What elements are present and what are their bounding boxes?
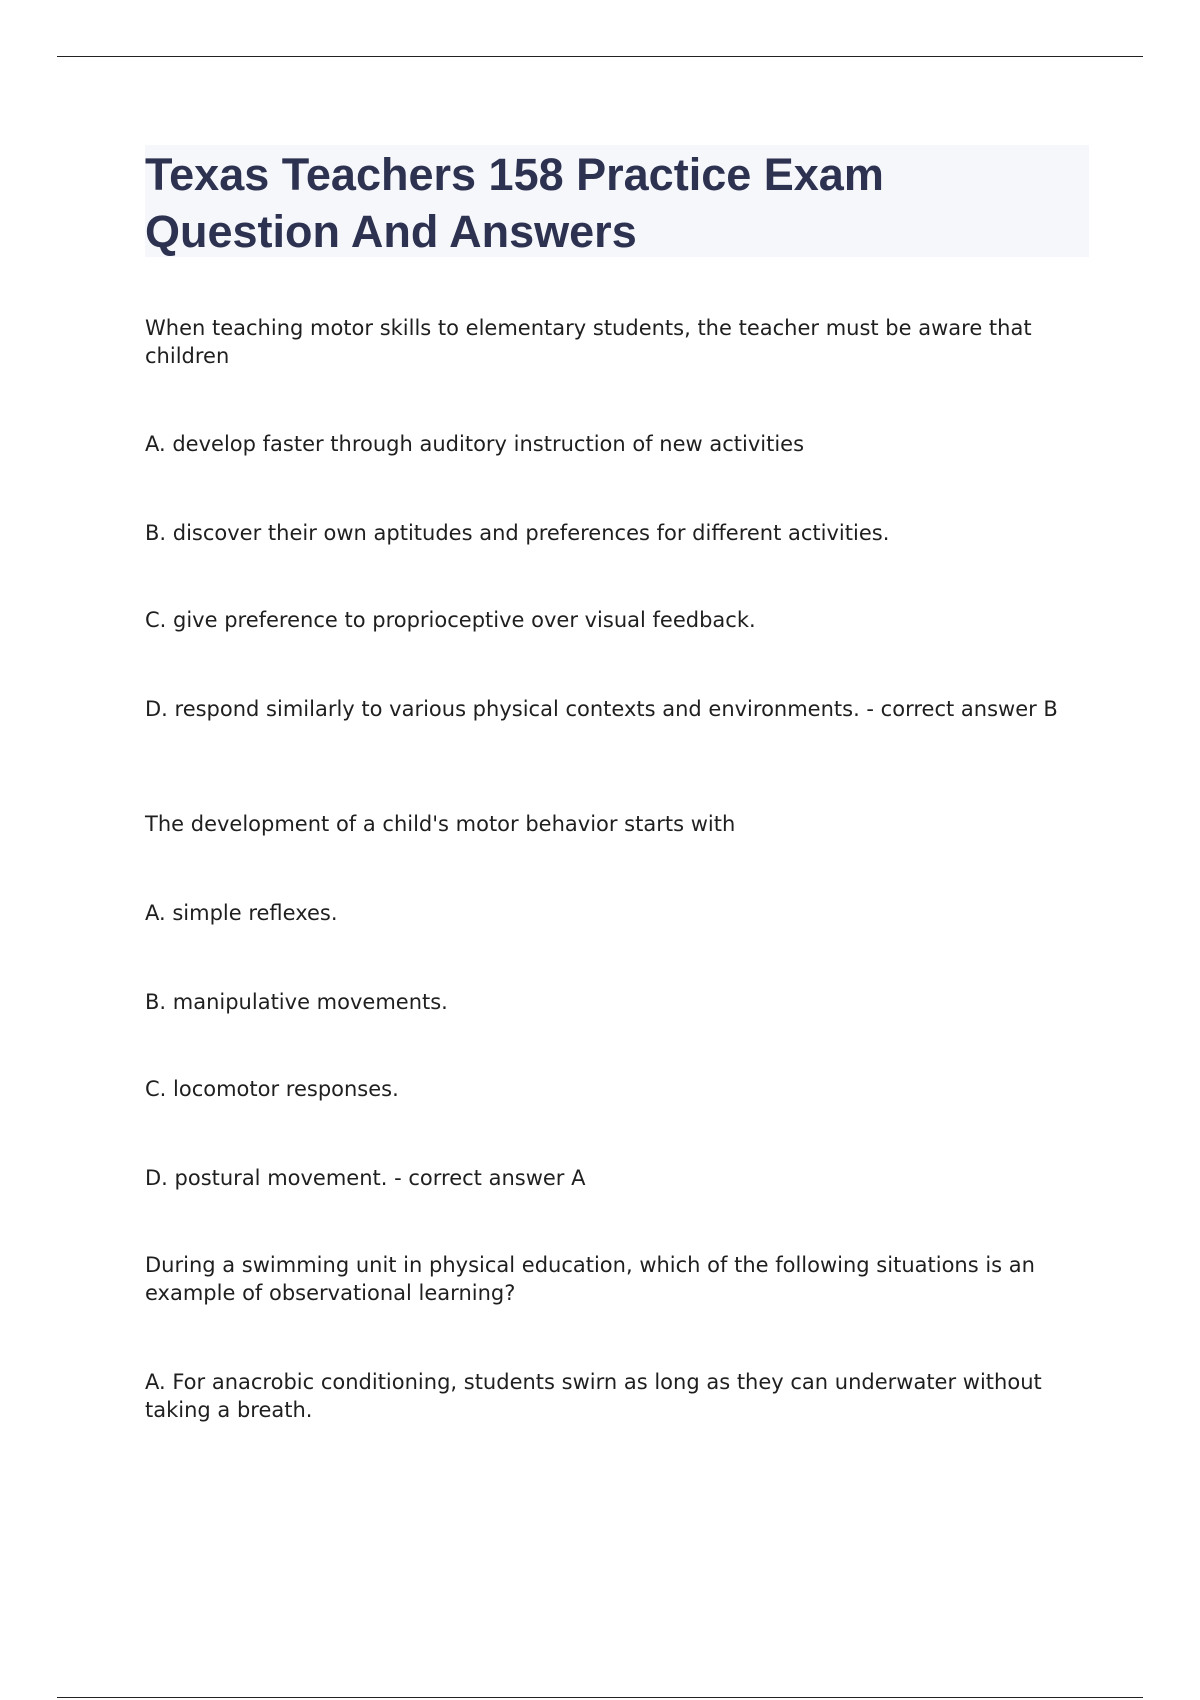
question-2-option-b: B. manipulative movements. — [145, 990, 448, 1014]
document-title: Texas Teachers 158 Practice Exam Question And Answers — [145, 149, 884, 257]
bottom-divider — [57, 1697, 1143, 1698]
question-2-text: The development of a child's motor behavior starts with — [145, 812, 736, 836]
question-1-text: When teaching motor skills to elementary students, the teacher must be aware that children — [145, 316, 1032, 368]
question-3-text: During a swimming unit in physical education, which of the following situations is an example of observational learning? — [145, 1253, 1035, 1305]
top-divider — [57, 56, 1143, 57]
question-1-option-d-answer: D. respond similarly to various physical contexts and environments. - correct answer B — [145, 697, 1058, 721]
question-1-option-b: B. discover their own aptitudes and preferences for different activities. — [145, 521, 890, 545]
question-2-option-c: C. locomotor responses. — [145, 1077, 399, 1101]
question-1-option-a: A. develop faster through auditory instruction of new activities — [145, 432, 805, 456]
question-2-option-a: A. simple reflexes. — [145, 901, 338, 925]
question-2-option-d-answer: D. postural movement. - correct answer A — [145, 1166, 586, 1190]
question-3-option-a: A. For anacrobic conditioning, students swirn as long as they can underwater without taking a breath. — [145, 1370, 1042, 1422]
question-1-option-c: C. give preference to proprioceptive over visual feedback. — [145, 608, 756, 632]
